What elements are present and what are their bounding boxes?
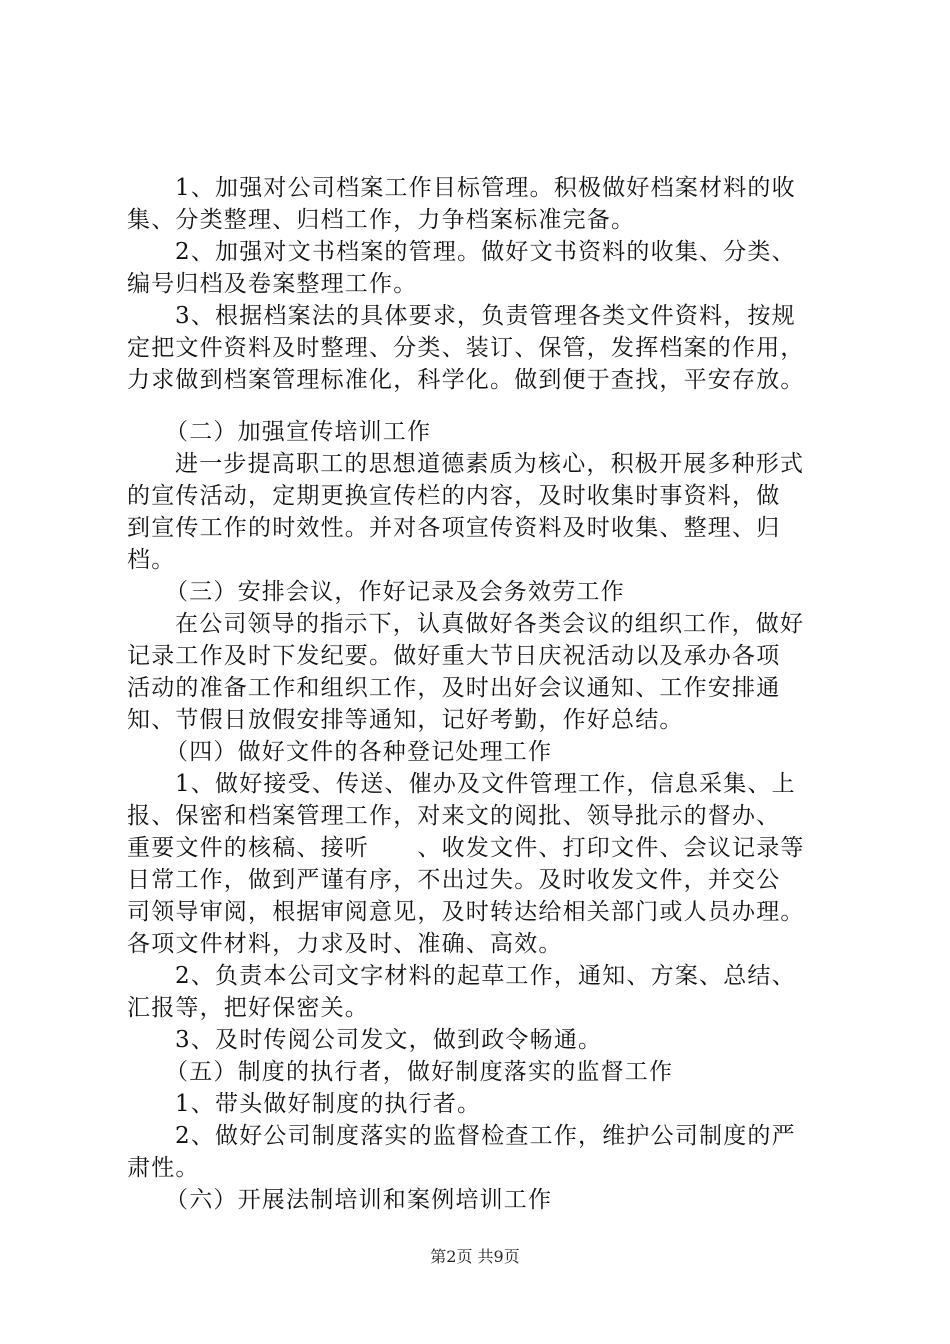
paragraph-line: 档。 bbox=[127, 547, 176, 573]
paragraph-line: 定把文件资料及时整理、分类、装订、保管，发挥档案的作用， bbox=[127, 335, 805, 361]
paragraph-line: 3、根据档案法的具体要求，负责管理各类文件资料，按规 bbox=[175, 303, 796, 329]
section-heading: （四）做好文件的各种登记处理工作 bbox=[165, 739, 553, 765]
paragraph-line: 1、加强对公司档案工作目标管理。积极做好档案材料的收 bbox=[175, 175, 796, 201]
paragraph-line: 2、加强对文书档案的管理。做好文书资料的收集、分类、 bbox=[175, 239, 796, 265]
section-heading: （二）加强宣传培训工作 bbox=[165, 419, 432, 445]
section-heading: （六）开展法制培训和案例培训工作 bbox=[165, 1187, 553, 1213]
paragraph-line: 力求做到档案管理标准化，科学化。做到便于查找，平安存放。 bbox=[127, 367, 805, 393]
section-heading: （三）安排会议，作好记录及会务效劳工作 bbox=[165, 579, 625, 605]
paragraph-line: 集、分类整理、归档工作，力争档案标准完备。 bbox=[127, 207, 636, 233]
paragraph-line: 重要文件的核稿、接听 、收发文件、打印文件、会议记录等 bbox=[127, 835, 805, 861]
paragraph-line: 的宣传活动，定期更换宣传栏的内容，及时收集时事资料，做 bbox=[127, 483, 781, 509]
paragraph-line: 各项文件材料，力求及时、准确、高效。 bbox=[127, 931, 563, 957]
paragraph-line: 记录工作及时下发纪要。做好重大节日庆祝活动以及承办各项 bbox=[127, 643, 781, 669]
paragraph-line: 2、负责本公司文字材料的起草工作，通知、方案、总结、 bbox=[175, 963, 796, 989]
paragraph-line: 3、及时传阅公司发文，做到政令畅通。 bbox=[175, 1027, 603, 1053]
paragraph-line: 1、做好接受、传送、催办及文件管理工作，信息采集、上 bbox=[175, 771, 796, 797]
paragraph-line: 活动的准备工作和组织工作，及时出好会议通知、工作安排通 bbox=[127, 675, 781, 701]
section-heading: （五）制度的执行者，做好制度落实的监督工作 bbox=[165, 1059, 674, 1085]
paragraph-line: 2、做好公司制度落实的监督检查工作，维护公司制度的严 bbox=[175, 1123, 796, 1149]
paragraph-line: 汇报等，把好保密关。 bbox=[127, 995, 369, 1021]
paragraph-line: 编号归档及卷案整理工作。 bbox=[127, 271, 418, 297]
paragraph-line: 肃性。 bbox=[127, 1155, 200, 1181]
paragraph-line: 司领导审阅，根据审阅意见，及时转达给相关部门或人员办理。 bbox=[127, 899, 805, 925]
paragraph-line: 日常工作，做到严谨有序，不出过失。及时收发文件，并交公 bbox=[127, 867, 781, 893]
paragraph-line: 到宣传工作的时效性。并对各项宣传资料及时收集、整理、归 bbox=[127, 515, 781, 541]
paragraph-line: 进一步提高职工的思想道德素质为核心，积极开展多种形式 bbox=[175, 451, 805, 477]
paragraph-line: 知、节假日放假安排等通知，记好考勤，作好总结。 bbox=[127, 707, 684, 733]
paragraph-line: 报、保密和档案管理工作，对来文的阅批、领导批示的督办、 bbox=[127, 803, 781, 829]
page-number-footer: 第2页 共9页 bbox=[430, 1247, 520, 1266]
section-gap bbox=[127, 396, 827, 416]
paragraph-line: 1、带头做好制度的执行者。 bbox=[175, 1091, 482, 1117]
document-body bbox=[127, 172, 827, 1216]
paragraph-line: 在公司领导的指示下，认真做好各类会议的组织工作，做好 bbox=[175, 611, 805, 637]
